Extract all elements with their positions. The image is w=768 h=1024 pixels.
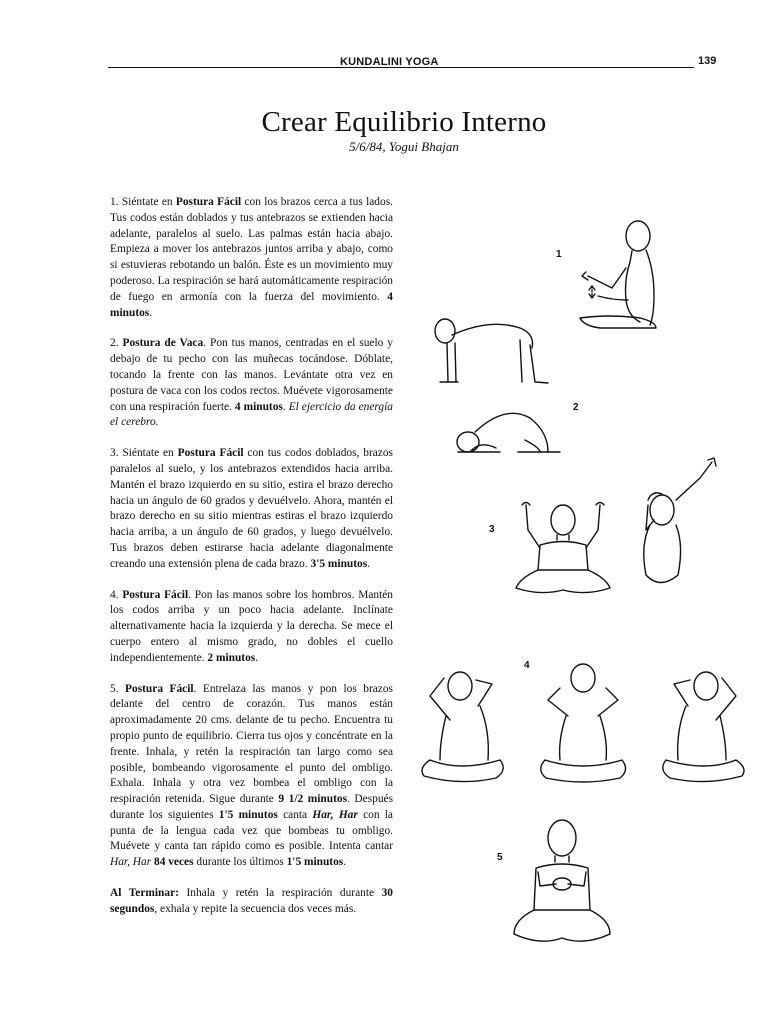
figure-2-forehead-to-hands [457, 413, 560, 452]
figure-5-hands-interlaced [514, 820, 610, 941]
figure-3-arm-raised-diagonal [644, 458, 716, 583]
figure-3-arms-up-front [516, 503, 610, 593]
page-number: 139 [698, 55, 717, 67]
page-title: Crear Equilibrio Interno [261, 106, 547, 138]
figure-label-5: 5 [497, 852, 503, 863]
figure-4-center [541, 664, 626, 782]
page-subtitle: 5/6/84, Yogui Bhajan [349, 139, 459, 154]
step-5: 5. Postura Fácil. Entrelaza las manos y pon los brazos delante del centro de corazón. Tus manos están aproximadamente 20 cms. delante de tu pecho. Encuentra tu propio punto de equilibrio. Cierra tus ojos y concéntrate en la frente. Inhala, y retén la respiración tan largo como sea posible, bombeando vigorosamente el punto del ombligo. Exhala. Inhala y otra vez bombea el ombligo con la respiración retenida. Sigue durante 9 1/2 minutos. Después durante los siguientes 1'5 minutos canta Har, Har con la punta de la lengua cada vez que bombeas tu ombligo. Muévete y canta tan rápido como es posible. Intenta cantar Har, Har 84 veces durante los últimos 1'5 minutos. [110, 682, 394, 869]
step-1: 1. Siéntate en Postura Fácil con los brazos cerca a tus lados. Tus codos están doblados y tus antebrazos se extienden hacia adelante, paralelos al suelo. Las palmas están hacia abajo. Empieza a mover los antebrazos juntos arriba y abajo, como si estuvieras rebotando un balón. Éste es un movimiento muy poderoso. La respiración se hará automáticamente respiración de fuego en armonía con la fuerza del movimiento. 4 minutos. [110, 196, 393, 319]
step-4: 4. Postura Fácil. Pon las manos sobre los hombros. Mantén los codos arriba y un poco hacia adelante. Inclínate alternativamente hacia la izquierda y la derecha. Se mece el cuerpo entero al mismo grado, no dobles el cuello independientemente. 2 minutos. [110, 588, 393, 664]
figure-label-2: 2 [573, 402, 579, 413]
figure-label-3: 3 [489, 524, 495, 535]
closing-instructions: Al Terminar: Inhala y retén la respiración durante 30 segundos, exhala y repite la secuencia dos veces más. [110, 887, 393, 915]
step-3: 3. Siéntate en Postura Fácil con tus codos doblados, brazos paralelos al suelo, y los antebrazos extendidos hacia arriba. Mantén el brazo izquierdo en su sitio, estira el brazo derecho hacia un ángulo de 60 grados y devuélvelo. Ahora, mantén el brazo derecho en su sitio mientras estiras el brazo izquierdo hacia arriba, a un ángulo de 60 grados, y luego devuélvelo. Tus brazos deben estirarse hacia adelante diagonalmente creando una extensión plena de cada brazo. 3'5 minutos. [110, 447, 393, 570]
figure-4-lean-left [422, 672, 503, 782]
figure-label-4: 4 [524, 660, 530, 671]
figure-1-easy-pose-bouncing-arms [580, 221, 656, 328]
figure-2-cow-pose [435, 319, 548, 383]
header-title: KUNDALINI YOGA [340, 56, 439, 68]
step-2: 2. Postura de Vaca. Pon tus manos, centradas en el suelo y debajo de tu pecho con las muñecas tocándose. Dóblate, tocando la frente con las manos. Levántate otra vez en postura de vaca con los codos rectos. Muévete vigorosamente con una respiración fuerte. 4 minutos. El ejercicio da energía el cerebro. [110, 337, 393, 429]
figure-label-1: 1 [556, 249, 562, 260]
figure-4-lean-right [663, 672, 744, 782]
